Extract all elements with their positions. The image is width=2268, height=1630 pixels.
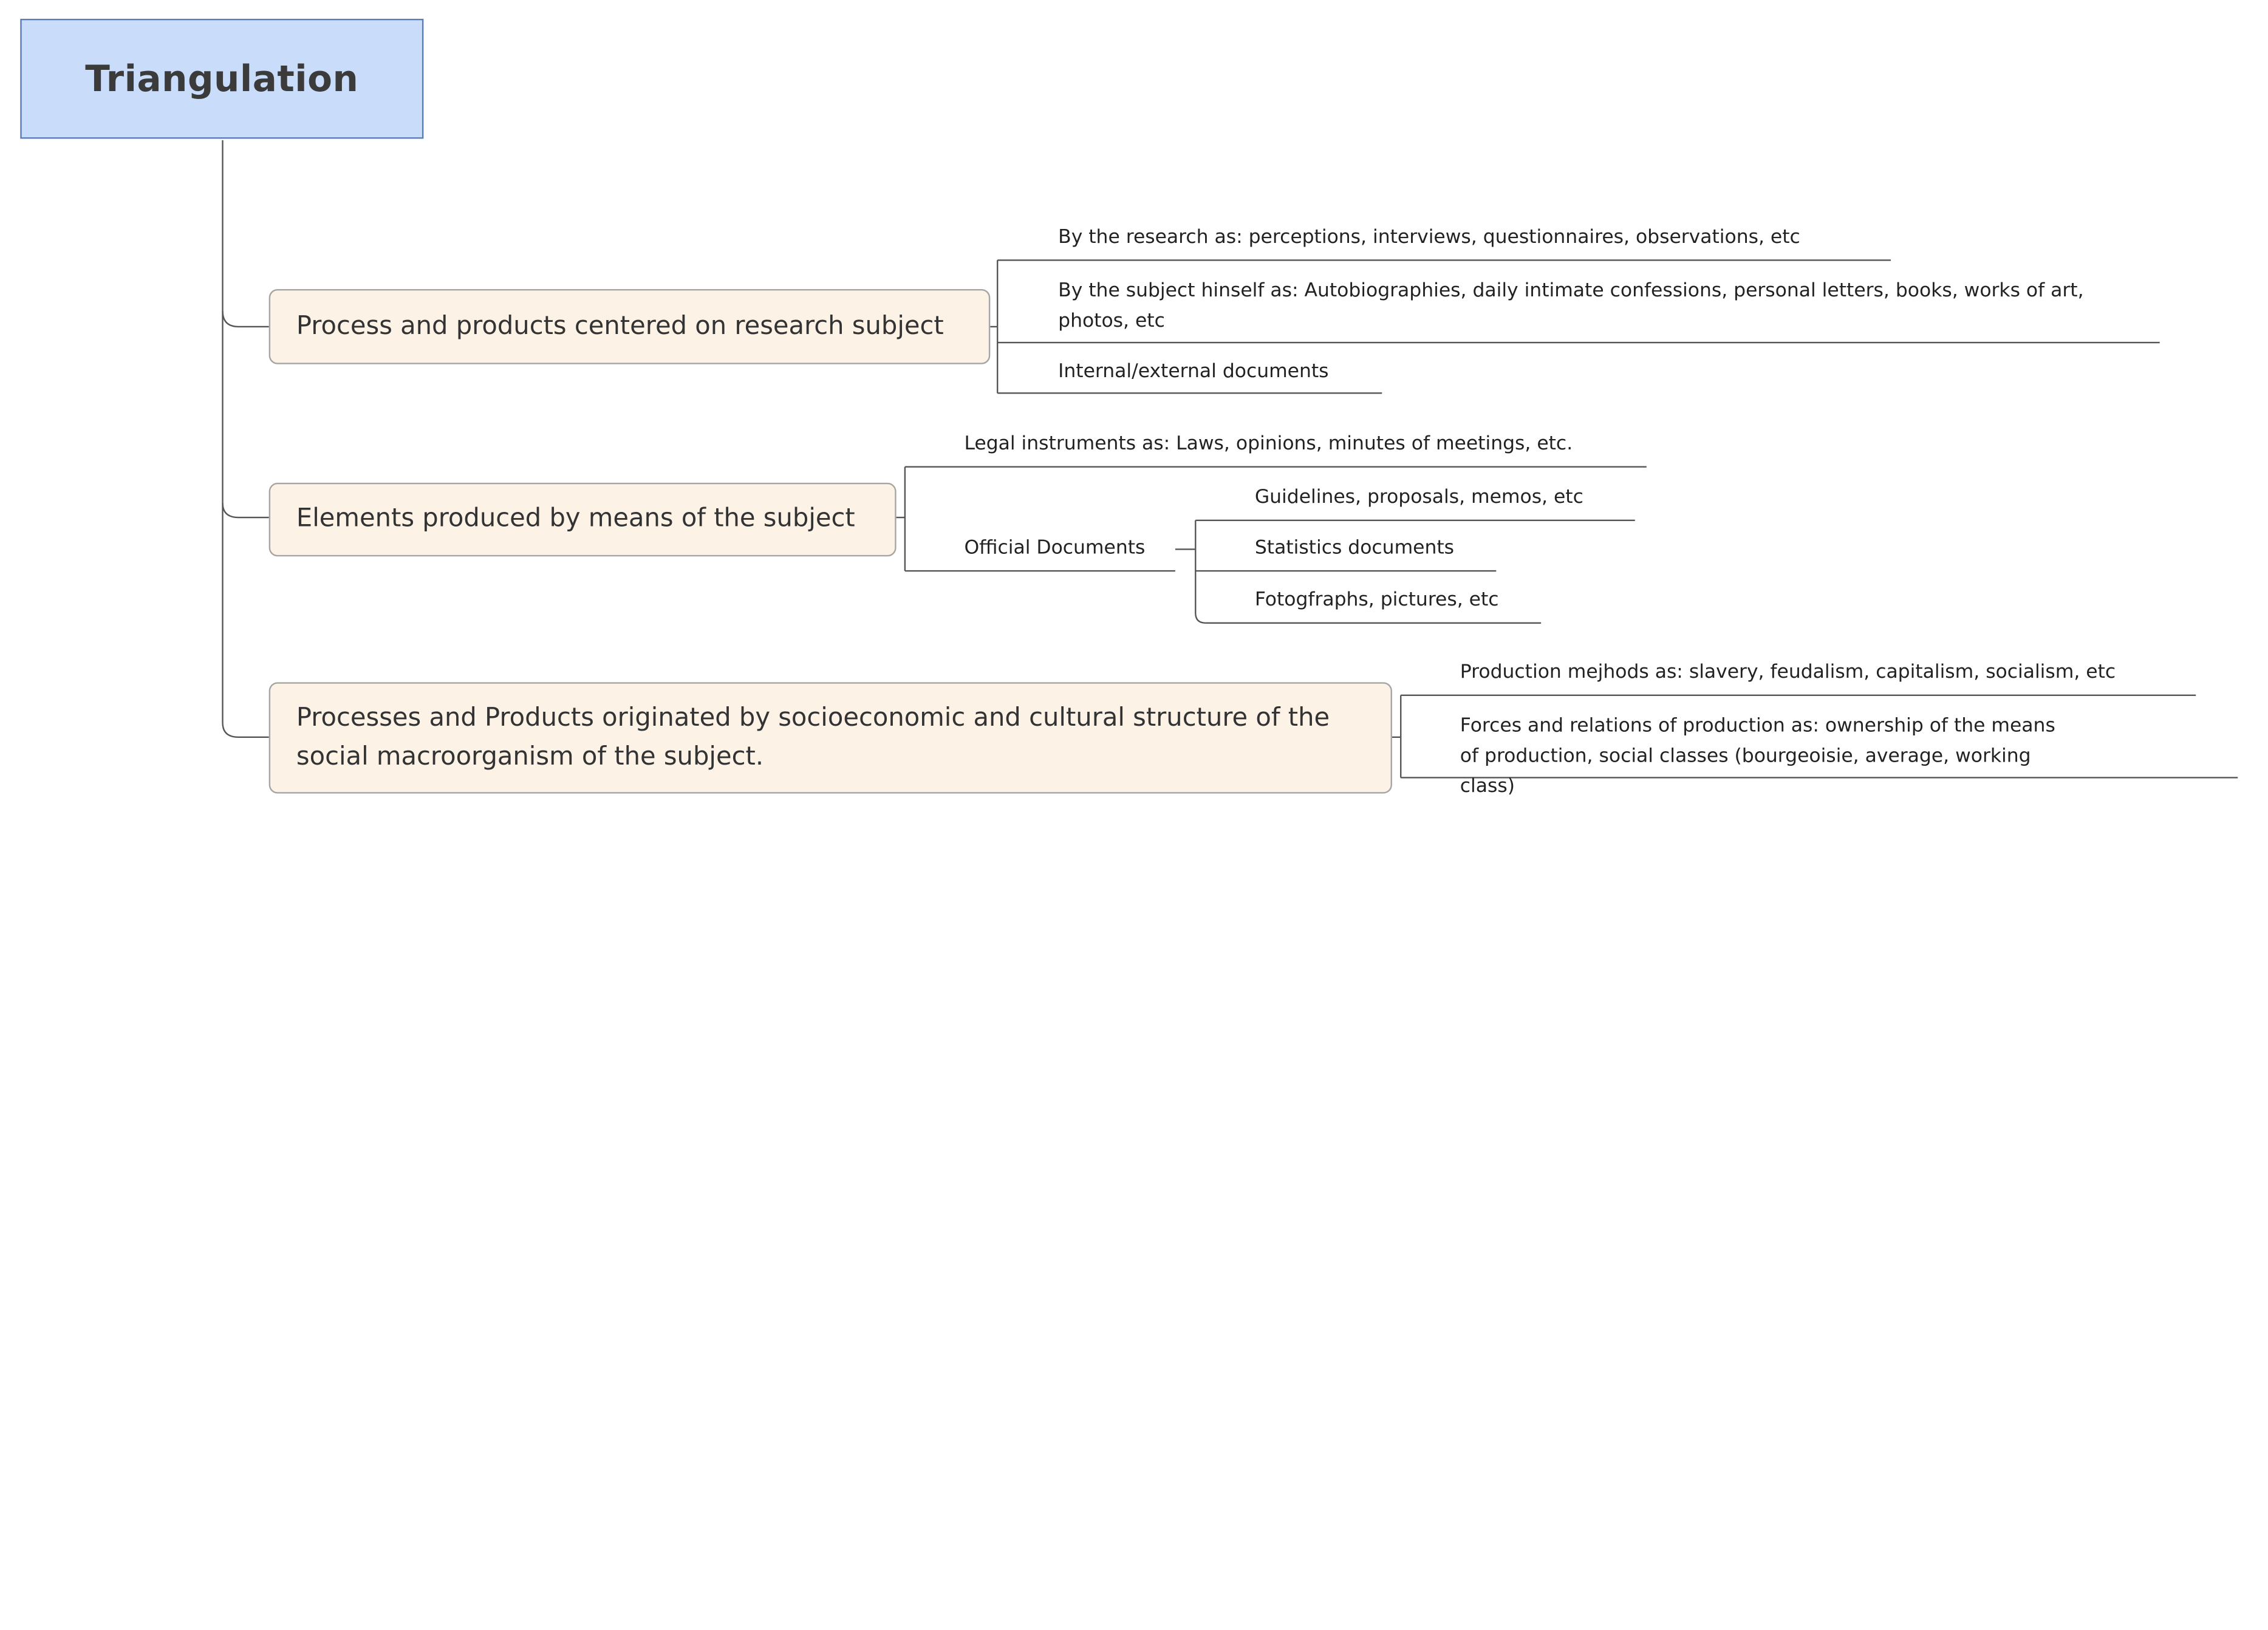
branch-node-elements-produced[interactable]: [269, 483, 897, 556]
leaf-label: By the research as: perceptions, interviews, questionnaires, observations, etc: [1058, 227, 1800, 249]
leaf-label: Forces and relations of production as: ownership of the means of production, social classes (bourgeoisie, average, working class): [1460, 715, 2055, 798]
connector-branch-2-spine: [897, 467, 905, 571]
leaf-research-methods[interactable]: [1058, 224, 1800, 253]
connector-branch-3-spine: [1392, 695, 1401, 778]
leaf-production-methods[interactable]: [1460, 659, 2116, 688]
leaf-label: Official Documents: [964, 537, 1146, 560]
branch-label: Elements produced by means of the subject: [296, 505, 855, 534]
leaf-label: Guidelines, proposals, memos, etc: [1254, 487, 1583, 509]
leaf-label: Statistics documents: [1254, 537, 1455, 560]
leaf-statistics-documents[interactable]: [1255, 535, 1454, 564]
connector-branch-1-spine: [990, 260, 997, 393]
connector-branch-3: [223, 723, 269, 737]
leaf-photographs[interactable]: [1255, 587, 1499, 616]
leaf-official-documents[interactable]: [964, 535, 1145, 564]
branch-node-socioeconomic-structure[interactable]: [269, 682, 1392, 793]
leaf-internal-external-documents[interactable]: [1058, 358, 1328, 387]
branch-label: Processes and Products originated by socioeconomic and cultural structure of the social macroorganism of the subject.: [296, 704, 1330, 771]
leaf-label: Fotogfraphs, pictures, etc: [1254, 590, 1499, 612]
leaf-legal-instruments[interactable]: [964, 431, 1573, 460]
branch-node-research-subject[interactable]: [269, 289, 991, 364]
leaf-forces-relations-production[interactable]: [1460, 711, 2075, 802]
connector-branch-1: [223, 311, 269, 327]
leaf-label: Internal/external documents: [1058, 361, 1329, 383]
leaf-guidelines[interactable]: [1255, 484, 1583, 513]
connector-branch-2: [223, 503, 269, 517]
leaf-label: By the subject hinself as: Autobiographies, daily intimate confessions, personal letters, books, works of art, photos, etc: [1058, 280, 2084, 333]
leaf-label: Production mejhods as: slavery, feudalism, capitalism, socialism, etc: [1460, 662, 2116, 684]
branch-label: Process and products centered on research subject: [296, 312, 944, 341]
leaf-subject-documents[interactable]: [1058, 276, 2142, 337]
leaf-label: Legal instruments as: Laws, opinions, minutes of meetings, etc.: [964, 434, 1573, 455]
root-title: Triangulation: [85, 58, 359, 100]
root-node[interactable]: [20, 19, 423, 139]
